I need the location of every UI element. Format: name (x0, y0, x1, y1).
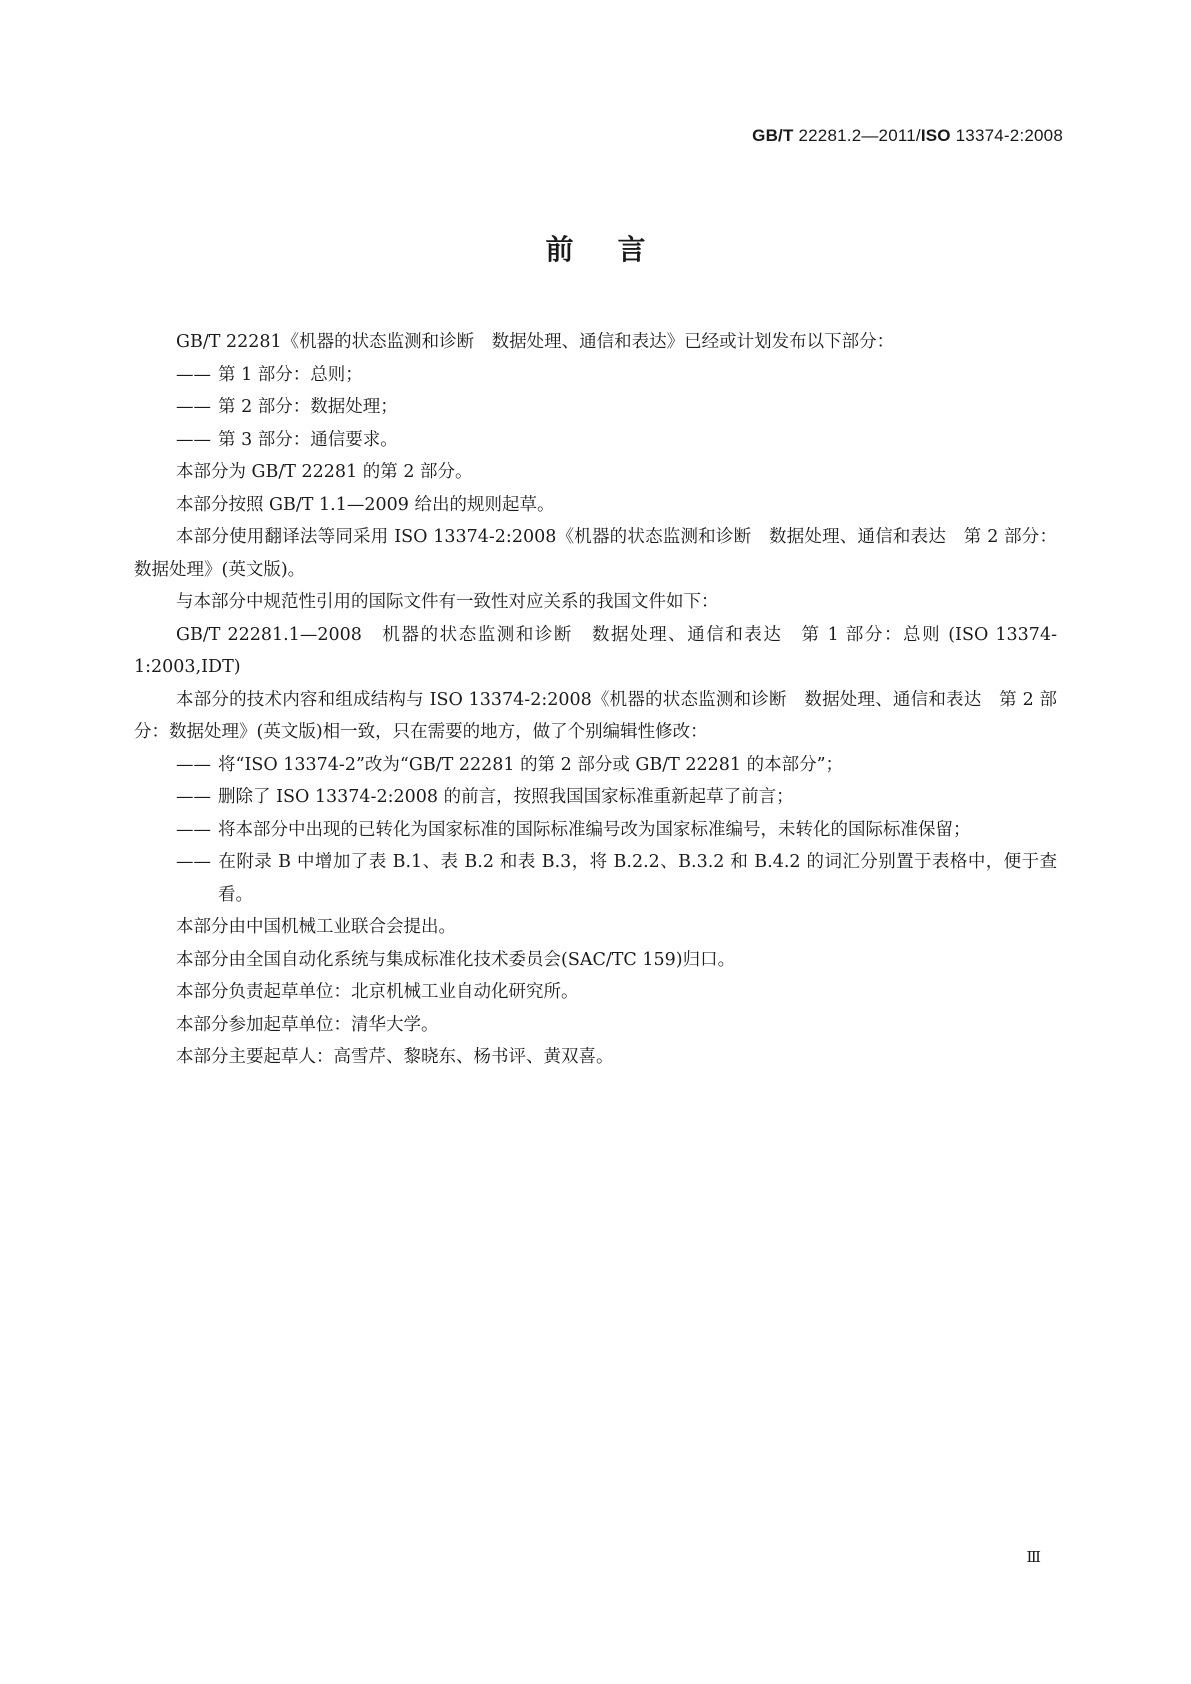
list-item (134, 359, 1057, 392)
list-item (134, 846, 1057, 911)
dash-mark: —— (176, 787, 211, 807)
list-item-text: 在附录 B 中增加了表 B.1、表 B.2 和表 B.3，将 B.2.2、B.3.2 和 B.4.2 的词汇分别置于表格中，便于查看。 (218, 852, 1057, 905)
dash-mark: —— (176, 754, 211, 775)
dash-mark: —— (176, 429, 211, 450)
paragraph-parts-intro: GB/T 22281《机器的状态监测和诊断 数据处理、通信和表达》已经或计划发布以下部分： (176, 332, 895, 352)
paragraph-adoption: 本部分使用翻译法等同采用 ISO 13374-2:2008《机器的状态监测和诊断 数据处理、通信和表达 第 2 部分：数据处理》(英文版)。 (134, 527, 1057, 580)
dash-mark: —— (176, 852, 211, 872)
list-item (134, 781, 1057, 814)
paragraph-reference-gbt: GB/T 22281.1—2008 机器的状态监测和诊断 数据处理、通信和表达 第 1 部分：总则 (ISO 13374-1:2003,IDT) (134, 624, 1057, 677)
paragraph-references-intro: 与本部分中规范性引用的国际文件有一致性对应关系的我国文件如下： (176, 592, 719, 612)
list-item (134, 424, 1057, 457)
list-item-text: 将“ISO 13374-2”改为“GB/T 22281 的第 2 部分或 GB/T 22281 的本部分”； (218, 754, 844, 775)
list-item-text: 将本部分中出现的已转化为国家标准的国际标准编号改为国家标准编号，未转化的国际标准保留； (218, 819, 971, 840)
iso-code-number: 13374-2:2008 (950, 126, 1063, 145)
paragraph-committee: 本部分由全国自动化系统与集成标准化技术委员会(SAC/TC 159)归口。 (176, 949, 736, 970)
paragraph-drafting-rules: 本部分按照 GB/T 1.1—2009 给出的规则起草。 (176, 494, 555, 515)
paragraph-modifications-intro: 本部分的技术内容和组成结构与 ISO 13374-2:2008《机器的状态监测和诊断 数据处理、通信和表达 第 2 部分：数据处理》(英文版)相一致，只在需要的地方，做了个别编辑性修改： (134, 689, 1057, 742)
paragraph-proposer: 本部分由中国机械工业联合会提出。 (176, 917, 456, 937)
dash-mark: —— (176, 364, 211, 385)
foreword-body (134, 326, 1057, 1074)
list-item (134, 814, 1057, 847)
paragraph-part-statement: 本部分为 GB/T 22281 的第 2 部分。 (176, 462, 473, 482)
list-item (134, 391, 1057, 424)
paragraph-main-drafters: 本部分主要起草人：高雪芹、黎晓东、杨书评、黄双喜。 (176, 1047, 614, 1067)
standard-code-header (752, 126, 1063, 146)
page-number: Ⅲ (1026, 1548, 1041, 1566)
paragraph-participating-drafter: 本部分参加起草单位：清华大学。 (176, 1014, 439, 1035)
dash-mark: —— (176, 819, 211, 840)
list-item-text: 第 2 部分：数据处理； (218, 397, 398, 417)
paragraph-lead-drafter: 本部分负责起草单位：北京机械工业自动化研究所。 (176, 982, 579, 1002)
list-item-text: 第 3 部分：通信要求。 (218, 429, 398, 450)
list-item-text: 删除了 ISO 13374-2:2008 的前言，按照我国国家标准重新起草了前言； (218, 787, 794, 807)
dash-mark: —— (176, 397, 211, 417)
list-item (134, 749, 1057, 782)
iso-code-prefix: ISO (920, 126, 951, 145)
page-title: 前言 (545, 233, 690, 266)
standard-code-prefix: GB/T (752, 126, 794, 145)
standard-code-number: 22281.2—2011/ (793, 126, 921, 145)
list-item-text: 第 1 部分：总则； (218, 364, 363, 385)
